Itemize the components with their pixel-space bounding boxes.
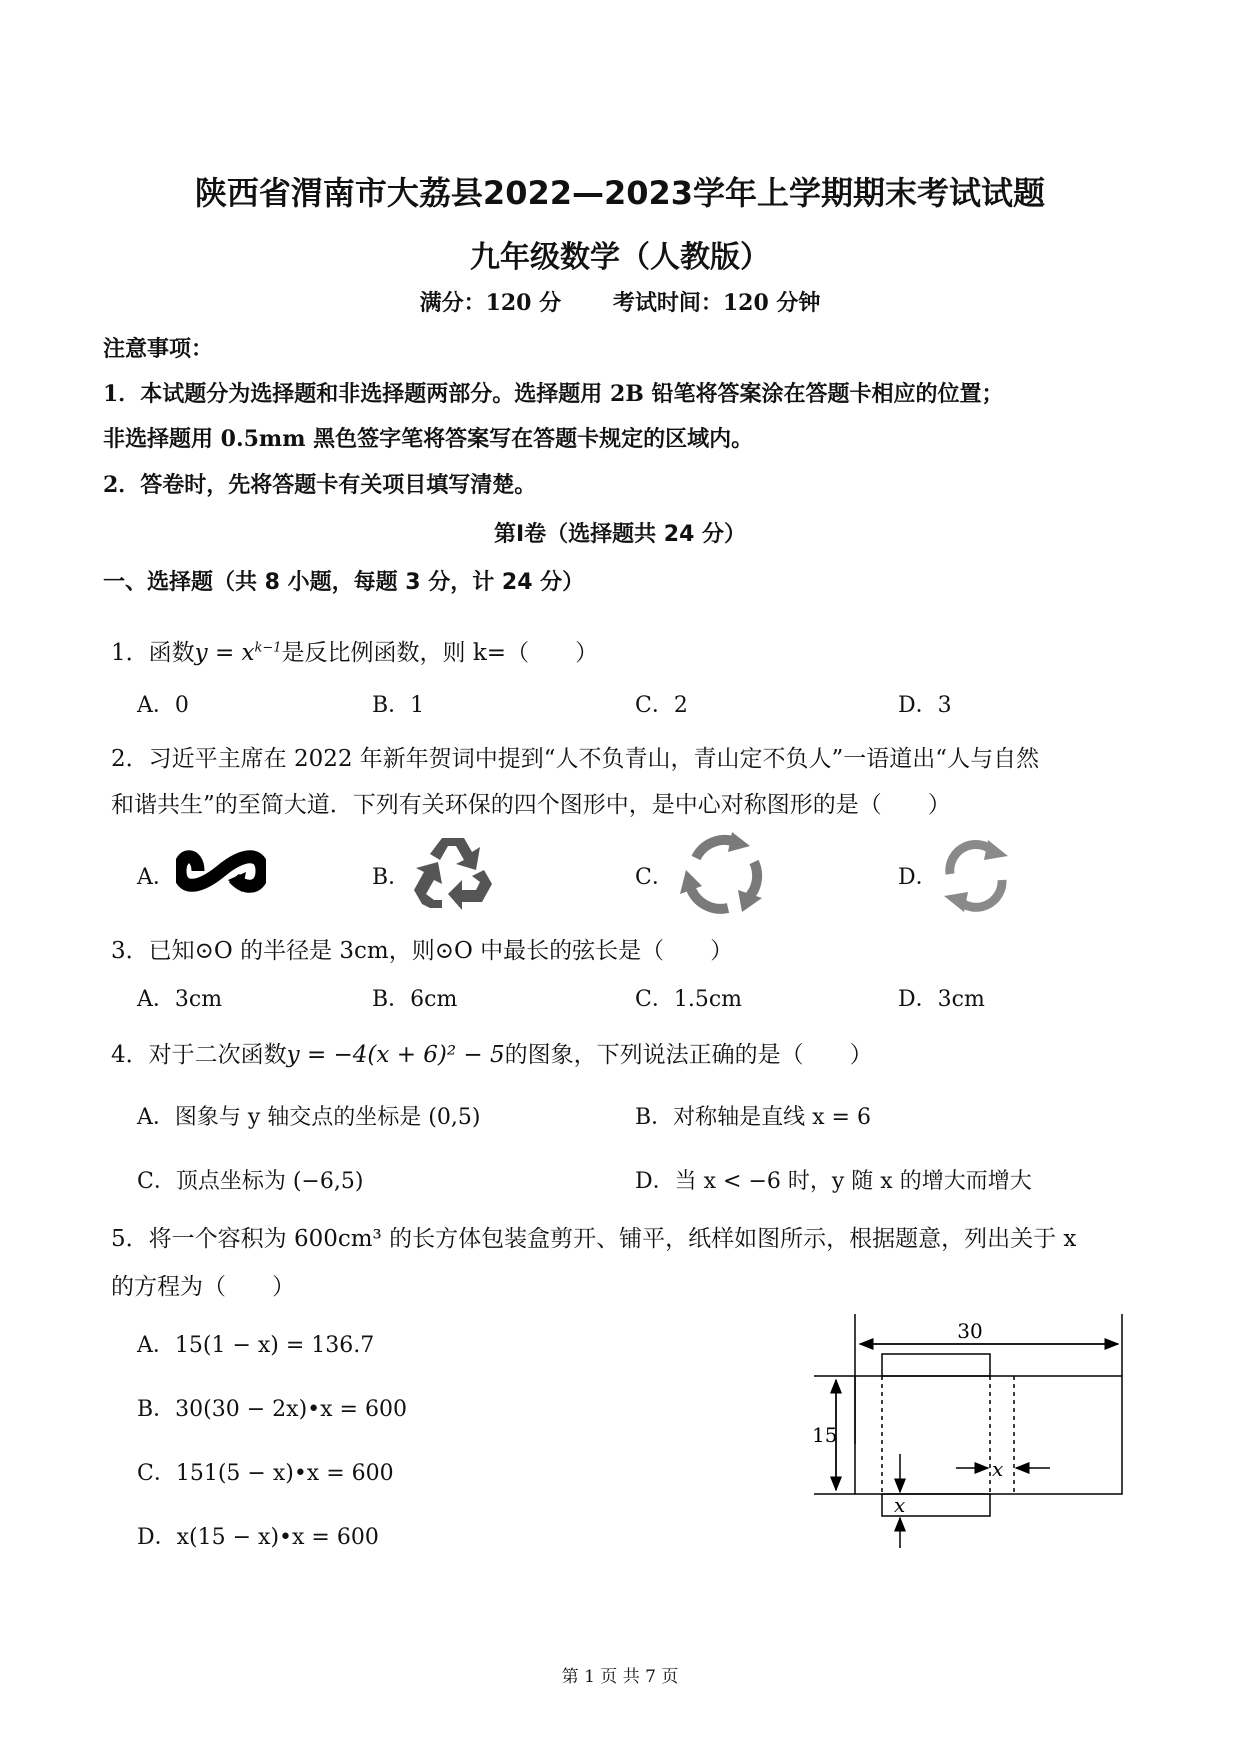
q1-suffix: 是反比例函数，则 k=（ ） — [281, 640, 599, 666]
q2-label-b: B． — [372, 865, 411, 890]
question-3: 3．已知⊙O 的半径是 3cm，则⊙O 中最长的弦长是（ ） — [111, 938, 734, 964]
q3-option-d: D．3cm — [898, 987, 985, 1012]
q1-prefix: 1．函数 — [111, 640, 195, 666]
q4-option-d: D．当 x < −6 时，y 随 x 的增大而增大 — [635, 1169, 1032, 1194]
q4-option-a: A．图象与 y 轴交点的坐标是 (0,5) — [137, 1105, 481, 1130]
fig-x-label-right: x — [992, 1457, 1004, 1481]
exam-subtitle: 九年级数学（人教版） — [470, 240, 770, 275]
q3-option-c: C．1.5cm — [635, 987, 743, 1012]
q5-option-b: B．30(30 − 2x)•x = 600 — [137, 1397, 407, 1422]
q4-option-c: C．顶点坐标为 (−6,5) — [137, 1169, 364, 1194]
q4-suffix: 的图象，下列说法正确的是（ ） — [504, 1042, 873, 1068]
q2-label-d: D． — [898, 865, 938, 890]
q4-option-b: B．对称轴是直线 x = 6 — [635, 1105, 871, 1130]
q1-option-a: A．0 — [137, 693, 189, 718]
q5-option-a: A．15(1 − x) = 136.7 — [137, 1333, 375, 1358]
notes-item-1-line-1: 1．本试题分为选择题和非选择题两部分。选择题用 2B 铅笔将答案涂在答题卡相应的位置； — [103, 381, 1004, 407]
circular-arrows-icon — [676, 828, 768, 920]
question-4 — [111, 1036, 873, 1069]
fig-height-label: 15 — [812, 1423, 838, 1447]
page-footer: 第 1 页 共 7 页 — [561, 1667, 679, 1687]
volume-title: 第Ⅰ卷（选择题共 24 分） — [493, 522, 747, 547]
q1-formula-exp: k−1 — [254, 640, 282, 656]
q4-prefix: 4．对于二次函数 — [111, 1042, 287, 1068]
two-arrows-icon — [938, 838, 1014, 914]
q2-line-2: 和谐共生”的至简大道．下列有关环保的四个图形中，是中心对称图形的是（ ） — [111, 792, 951, 818]
fig-width-label: 30 — [957, 1319, 983, 1343]
q1-option-d: D．3 — [898, 693, 952, 718]
q1-option-c: C．2 — [635, 693, 688, 718]
q5-option-d: D．x(15 − x)•x = 600 — [137, 1525, 379, 1550]
q1-formula-base: y = x — [194, 640, 255, 666]
q3-option-a: A．3cm — [137, 987, 223, 1012]
q2-label-c: C． — [635, 865, 674, 890]
recycle-triangle-icon — [412, 832, 494, 914]
notes-heading: 注意事项： — [103, 336, 214, 362]
fig-x-label-bottom: x — [894, 1493, 906, 1517]
full-score: 满分：120 分 — [419, 290, 562, 316]
infinity-recycle-icon — [176, 842, 266, 900]
q3-option-b: B．6cm — [372, 987, 458, 1012]
q5-option-c: C．151(5 − x)•x = 600 — [137, 1461, 394, 1486]
q5-line-2: 的方程为（ ） — [111, 1274, 295, 1300]
q1-formula — [195, 640, 282, 666]
question-1 — [111, 634, 598, 667]
q5-line-1: 5．将一个容积为 600cm³ 的长方体包装盒剪开、铺平，纸样如图所示，根据题意，列出关于 x — [111, 1226, 1077, 1252]
q4-formula: y = −4(x + 6)² − 5 — [286, 1042, 505, 1068]
notes-item-2: 2．答卷时，先将答题卡有关项目填写清楚。 — [103, 472, 537, 498]
notes-item-1-line-2: 非选择题用 0.5mm 黑色签字笔将答案写在答题卡规定的区域内。 — [103, 426, 754, 452]
q2-label-a: A． — [137, 865, 175, 890]
q2-line-1: 2．习近平主席在 2022 年新年贺词中提到“人不负青山，青山定不负人”一语道出“人与自然 — [111, 746, 1040, 772]
part-title: 一、选择题（共 8 小题，每题 3 分，计 24 分） — [103, 570, 585, 595]
q1-option-b: B．1 — [372, 693, 425, 718]
box-net-figure — [810, 1310, 1140, 1560]
exam-title: 陕西省渭南市大荔县2022—2023学年上学期期末考试试题 — [194, 174, 1046, 212]
exam-time: 考试时间：120 分钟 — [612, 290, 821, 316]
exam-info — [0, 286, 1240, 317]
